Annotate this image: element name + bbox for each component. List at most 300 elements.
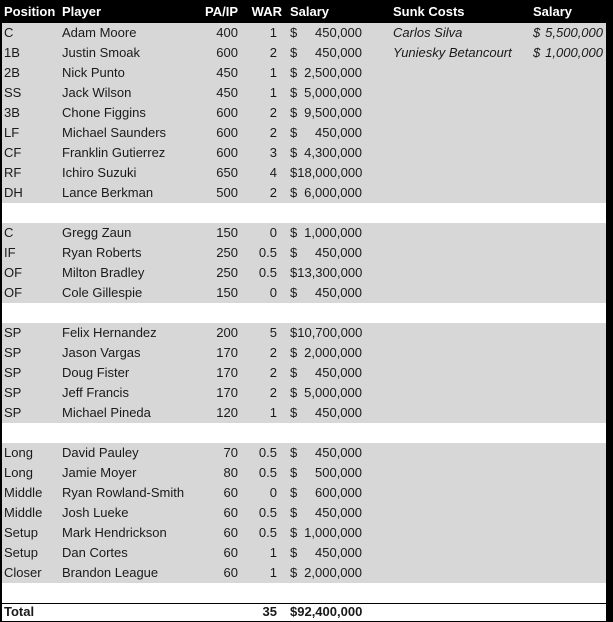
war-cell[interactable]: 5 bbox=[269, 325, 277, 340]
salary-cell[interactable] bbox=[282, 383, 368, 403]
salary-amount: 5,000,000 bbox=[304, 85, 362, 100]
pa-ip-cell[interactable]: 650 bbox=[216, 165, 238, 180]
salary-cell[interactable] bbox=[282, 483, 368, 503]
dollar-sign: $ bbox=[290, 225, 298, 240]
pa-ip-cell[interactable]: 120 bbox=[216, 405, 238, 420]
salary-amount: 450,000 bbox=[315, 285, 362, 300]
war-cell[interactable]: 0 bbox=[269, 225, 277, 240]
player-cell[interactable]: Michael Pineda bbox=[62, 405, 151, 420]
empty-cell bbox=[368, 243, 390, 263]
dollar-sign: $ bbox=[290, 405, 298, 420]
pa-ip-cell[interactable]: 600 bbox=[216, 125, 238, 140]
war-cell[interactable]: 0.5 bbox=[258, 445, 277, 460]
pa-ip-cell[interactable]: 450 bbox=[216, 65, 238, 80]
empty-cell bbox=[368, 383, 390, 403]
position-cell[interactable]: 3B bbox=[4, 105, 20, 120]
header-pa-ip[interactable]: PA/IP bbox=[205, 4, 238, 19]
war-cell[interactable]: 0.5 bbox=[258, 505, 277, 520]
player-row bbox=[2, 543, 606, 563]
player-cell[interactable]: Mark Hendrickson bbox=[62, 525, 167, 540]
dollar-sign: $ bbox=[290, 145, 298, 160]
salary-cell[interactable] bbox=[282, 43, 368, 63]
player-row bbox=[2, 243, 606, 263]
salary-cell[interactable] bbox=[282, 183, 368, 203]
player-cell[interactable]: Ryan Rowland-Smith bbox=[62, 485, 185, 500]
sunk-player-cell[interactable] bbox=[390, 283, 530, 303]
pa-ip-cell[interactable]: 70 bbox=[223, 445, 238, 460]
sunk-player-cell[interactable] bbox=[390, 83, 530, 103]
position-cell[interactable]: SP bbox=[4, 325, 22, 340]
salary-cell[interactable] bbox=[282, 263, 368, 283]
position-cell[interactable]: DH bbox=[4, 185, 23, 200]
position-cell[interactable]: SP bbox=[4, 365, 22, 380]
sunk-salary-cell[interactable] bbox=[530, 503, 606, 523]
pa-ip-cell[interactable]: 500 bbox=[216, 185, 238, 200]
sunk-salary-cell[interactable] bbox=[530, 563, 606, 583]
player-row bbox=[2, 283, 606, 303]
player-row bbox=[2, 223, 606, 243]
empty-cell bbox=[368, 283, 390, 303]
war-cell[interactable]: 2 bbox=[269, 105, 277, 120]
player-row bbox=[2, 23, 606, 43]
pa-ip-cell[interactable]: 600 bbox=[216, 145, 238, 160]
separator-row bbox=[2, 303, 606, 323]
dollar-sign: $ bbox=[290, 165, 298, 180]
salary-amount: 18,000,000 bbox=[297, 165, 363, 180]
war-cell[interactable]: 2 bbox=[269, 385, 277, 400]
player-row bbox=[2, 503, 606, 523]
war-cell[interactable]: 2 bbox=[269, 365, 277, 380]
sunk-player-cell[interactable] bbox=[390, 163, 530, 183]
war-cell[interactable]: 0 bbox=[269, 285, 277, 300]
salary-cell[interactable] bbox=[282, 463, 368, 483]
sunk-player-cell[interactable] bbox=[390, 523, 530, 543]
empty-cell bbox=[368, 83, 390, 103]
player-row bbox=[2, 523, 606, 543]
dollar-sign: $ bbox=[533, 45, 541, 60]
war-cell[interactable]: 2 bbox=[269, 345, 277, 360]
player-row bbox=[2, 323, 606, 343]
position-cell[interactable]: LF bbox=[4, 125, 20, 140]
pa-ip-cell[interactable]: 170 bbox=[216, 365, 238, 380]
player-cell[interactable]: Michael Saunders bbox=[62, 125, 167, 140]
empty-cell bbox=[368, 343, 390, 363]
war-cell[interactable]: 1 bbox=[269, 65, 277, 80]
pa-ip-cell[interactable]: 450 bbox=[216, 85, 238, 100]
pa-ip-cell[interactable]: 170 bbox=[216, 385, 238, 400]
pa-ip-cell[interactable]: 600 bbox=[216, 45, 238, 60]
salary-cell[interactable] bbox=[282, 223, 368, 243]
sunk-salary-cell[interactable] bbox=[530, 403, 606, 423]
dollar-sign: $ bbox=[290, 85, 298, 100]
player-cell[interactable]: Chone Figgins bbox=[62, 105, 146, 120]
empty-cell bbox=[368, 43, 390, 63]
dollar-sign: $ bbox=[290, 565, 298, 580]
salary-amount: 450,000 bbox=[315, 365, 362, 380]
empty-cell bbox=[368, 403, 390, 423]
player-row bbox=[2, 403, 606, 423]
header-sunk-costs[interactable]: Sunk Costs bbox=[393, 4, 465, 19]
salary-cell[interactable] bbox=[282, 363, 368, 383]
player-cell[interactable]: Felix Hernandez bbox=[62, 325, 157, 340]
sunk-salary-cell[interactable] bbox=[530, 343, 606, 363]
player-row bbox=[2, 103, 606, 123]
dollar-sign: $ bbox=[290, 265, 298, 280]
war-cell[interactable]: 1 bbox=[269, 405, 277, 420]
player-cell[interactable]: Adam Moore bbox=[62, 25, 137, 40]
salary-cell[interactable] bbox=[282, 163, 368, 183]
separator-row bbox=[2, 583, 606, 603]
position-cell[interactable]: CF bbox=[4, 145, 22, 160]
empty-cell bbox=[198, 604, 242, 621]
salary-cell[interactable] bbox=[282, 503, 368, 523]
sunk-salary-cell[interactable] bbox=[530, 103, 606, 123]
sunk-salary-cell[interactable] bbox=[530, 23, 606, 43]
salary-amount: 5,000,000 bbox=[304, 385, 362, 400]
player-row bbox=[2, 363, 606, 383]
empty-cell bbox=[368, 503, 390, 523]
position-cell[interactable]: OF bbox=[4, 265, 23, 280]
salary-cell[interactable] bbox=[282, 343, 368, 363]
salary-amount: 500,000 bbox=[315, 465, 362, 480]
sunk-salary-cell[interactable] bbox=[530, 523, 606, 543]
sunk-player-cell[interactable] bbox=[390, 563, 530, 583]
player-row bbox=[2, 463, 606, 483]
sunk-player-cell[interactable] bbox=[390, 343, 530, 363]
salary-amount: 450,000 bbox=[315, 445, 362, 460]
sunk-salary-amount: 5,500,000 bbox=[545, 25, 603, 40]
header-player[interactable]: Player bbox=[62, 4, 102, 19]
sunk-player-cell[interactable]: Carlos Silva bbox=[393, 25, 463, 40]
pa-ip-cell[interactable]: 170 bbox=[216, 345, 238, 360]
empty-cell bbox=[368, 604, 390, 621]
empty-cell bbox=[368, 263, 390, 283]
dollar-sign: $ bbox=[290, 365, 298, 380]
sunk-salary-amount: 1,000,000 bbox=[545, 45, 603, 60]
position-cell[interactable]: 2B bbox=[4, 65, 20, 80]
sunk-player-cell[interactable] bbox=[390, 183, 530, 203]
sunk-salary-cell[interactable] bbox=[530, 223, 606, 243]
player-row bbox=[2, 443, 606, 463]
salary-cell[interactable] bbox=[282, 23, 368, 43]
empty-cell bbox=[368, 443, 390, 463]
war-cell[interactable]: 4 bbox=[269, 165, 277, 180]
salary-cell[interactable] bbox=[282, 83, 368, 103]
salary-amount: 600,000 bbox=[315, 485, 362, 500]
player-cell[interactable]: Gregg Zaun bbox=[62, 225, 132, 240]
position-cell[interactable]: Middle bbox=[4, 485, 43, 500]
sunk-player-cell[interactable] bbox=[390, 503, 530, 523]
empty-cell bbox=[60, 604, 198, 621]
dollar-sign: $ bbox=[290, 445, 298, 460]
war-cell[interactable]: 2 bbox=[269, 185, 277, 200]
pa-ip-cell[interactable]: 150 bbox=[216, 225, 238, 240]
player-cell[interactable]: Lance Berkman bbox=[62, 185, 154, 200]
empty-cell bbox=[368, 563, 390, 583]
header-empty-cell bbox=[368, 0, 390, 23]
pa-ip-cell[interactable]: 60 bbox=[223, 545, 238, 560]
sunk-salary-cell[interactable] bbox=[530, 463, 606, 483]
sunk-salary-cell[interactable] bbox=[530, 163, 606, 183]
sunk-player-cell[interactable] bbox=[390, 403, 530, 423]
salary-amount: 450,000 bbox=[315, 245, 362, 260]
position-cell[interactable]: Setup bbox=[4, 525, 38, 540]
sunk-player-cell[interactable] bbox=[390, 463, 530, 483]
player-cell[interactable]: Jason Vargas bbox=[62, 345, 141, 360]
player-cell[interactable]: Josh Lueke bbox=[62, 505, 129, 520]
dollar-sign: $ bbox=[290, 325, 298, 340]
player-row bbox=[2, 163, 606, 183]
empty-cell bbox=[368, 183, 390, 203]
empty-cell bbox=[368, 103, 390, 123]
position-cell[interactable]: Middle bbox=[4, 505, 43, 520]
salary-amount: 2,000,000 bbox=[304, 565, 362, 580]
player-cell[interactable]: Jamie Moyer bbox=[62, 465, 137, 480]
empty-cell bbox=[368, 523, 390, 543]
dollar-sign: $ bbox=[290, 505, 298, 520]
empty-cell bbox=[368, 123, 390, 143]
dollar-sign: $ bbox=[290, 245, 298, 260]
dollar-sign: $ bbox=[290, 185, 298, 200]
position-cell[interactable]: Setup bbox=[4, 545, 38, 560]
player-cell[interactable]: Justin Smoak bbox=[62, 45, 141, 60]
salary-amount: 9,500,000 bbox=[304, 105, 362, 120]
dollar-sign: $ bbox=[290, 604, 298, 619]
player-row bbox=[2, 483, 606, 503]
player-row bbox=[2, 143, 606, 163]
sunk-salary-cell[interactable] bbox=[530, 543, 606, 563]
player-cell[interactable]: Jeff Francis bbox=[62, 385, 129, 400]
position-cell[interactable]: OF bbox=[4, 285, 23, 300]
salary-cell[interactable] bbox=[282, 323, 368, 343]
war-cell[interactable]: 0.5 bbox=[258, 245, 277, 260]
dollar-sign: $ bbox=[533, 25, 541, 40]
header-war[interactable]: WAR bbox=[251, 4, 282, 19]
player-row bbox=[2, 383, 606, 403]
pa-ip-cell[interactable]: 80 bbox=[223, 465, 238, 480]
sunk-player-cell[interactable] bbox=[390, 243, 530, 263]
player-row bbox=[2, 63, 606, 83]
war-cell[interactable]: 1 bbox=[269, 565, 277, 580]
sunk-salary-cell[interactable] bbox=[530, 383, 606, 403]
salary-cell[interactable] bbox=[282, 63, 368, 83]
sunk-player-cell[interactable] bbox=[390, 63, 530, 83]
salary-amount: 450,000 bbox=[315, 45, 362, 60]
player-cell[interactable]: David Pauley bbox=[62, 445, 139, 460]
pa-ip-cell[interactable]: 250 bbox=[216, 265, 238, 280]
salary-cell[interactable] bbox=[282, 403, 368, 423]
pa-ip-cell[interactable]: 200 bbox=[216, 325, 238, 340]
sunk-player-cell[interactable] bbox=[390, 263, 530, 283]
sunk-salary-cell[interactable] bbox=[530, 483, 606, 503]
salary-amount: 450,000 bbox=[315, 125, 362, 140]
war-cell[interactable]: 0.5 bbox=[258, 465, 277, 480]
player-row bbox=[2, 343, 606, 363]
empty-cell bbox=[368, 223, 390, 243]
position-cell[interactable]: SP bbox=[4, 345, 22, 360]
total-salary-amount: 92,400,000 bbox=[297, 604, 363, 619]
empty-cell bbox=[368, 23, 390, 43]
war-cell[interactable]: 0.5 bbox=[258, 525, 277, 540]
position-cell[interactable]: C bbox=[4, 225, 14, 240]
salary-amount: 450,000 bbox=[315, 505, 362, 520]
position-cell[interactable]: SP bbox=[4, 405, 22, 420]
player-row bbox=[2, 263, 606, 283]
pa-ip-cell[interactable]: 400 bbox=[216, 25, 238, 40]
sheet-body bbox=[2, 23, 606, 603]
empty-cell bbox=[368, 63, 390, 83]
sunk-player-cell[interactable] bbox=[390, 103, 530, 123]
war-cell[interactable]: 0 bbox=[269, 485, 277, 500]
position-cell[interactable]: IF bbox=[4, 245, 16, 260]
pa-ip-cell[interactable]: 60 bbox=[223, 565, 238, 580]
position-cell[interactable]: C bbox=[4, 25, 14, 40]
salary-amount: 10,700,000 bbox=[297, 325, 363, 340]
pa-ip-cell[interactable]: 60 bbox=[223, 485, 238, 500]
war-cell[interactable]: 3 bbox=[269, 145, 277, 160]
total-war-cell[interactable]: 35 bbox=[262, 604, 277, 619]
empty-cell bbox=[368, 483, 390, 503]
header-row bbox=[2, 0, 606, 23]
salary-amount: 13,300,000 bbox=[297, 265, 363, 280]
player-row bbox=[2, 123, 606, 143]
sunk-salary-cell[interactable] bbox=[530, 283, 606, 303]
pa-ip-cell[interactable]: 60 bbox=[223, 505, 238, 520]
total-label-cell[interactable]: Total bbox=[4, 604, 35, 619]
sunk-salary-cell[interactable] bbox=[530, 43, 606, 63]
position-cell[interactable]: 1B bbox=[4, 45, 20, 60]
sunk-salary-cell[interactable] bbox=[530, 323, 606, 343]
sunk-player-cell[interactable] bbox=[390, 383, 530, 403]
position-cell[interactable]: SS bbox=[4, 85, 22, 100]
empty-cell bbox=[390, 604, 530, 621]
player-cell[interactable]: Franklin Gutierrez bbox=[62, 145, 166, 160]
salary-amount: 450,000 bbox=[315, 405, 362, 420]
player-cell[interactable]: Doug Fister bbox=[62, 365, 130, 380]
salary-cell[interactable] bbox=[282, 443, 368, 463]
dollar-sign: $ bbox=[290, 545, 298, 560]
war-cell[interactable]: 2 bbox=[269, 125, 277, 140]
pa-ip-cell[interactable]: 600 bbox=[216, 105, 238, 120]
empty-cell bbox=[368, 143, 390, 163]
sunk-player-cell[interactable]: Yuniesky Betancourt bbox=[393, 45, 512, 60]
salary-cell[interactable] bbox=[282, 243, 368, 263]
sunk-salary-cell[interactable] bbox=[530, 83, 606, 103]
dollar-sign: $ bbox=[290, 285, 298, 300]
salary-cell[interactable] bbox=[282, 283, 368, 303]
position-cell[interactable]: Long bbox=[4, 465, 33, 480]
player-cell[interactable]: Brandon League bbox=[62, 565, 159, 580]
dollar-sign: $ bbox=[290, 345, 298, 360]
sunk-player-cell[interactable] bbox=[390, 143, 530, 163]
sunk-salary-cell[interactable] bbox=[530, 443, 606, 463]
war-cell[interactable]: 1 bbox=[269, 545, 277, 560]
player-cell[interactable]: Nick Punto bbox=[62, 65, 125, 80]
salary-amount: 2,000,000 bbox=[304, 345, 362, 360]
pa-ip-cell[interactable]: 250 bbox=[216, 245, 238, 260]
sunk-salary-cell[interactable] bbox=[530, 243, 606, 263]
sunk-salary-cell[interactable] bbox=[530, 183, 606, 203]
player-cell[interactable]: Dan Cortes bbox=[62, 545, 128, 560]
sunk-salary-cell[interactable] bbox=[530, 363, 606, 383]
sunk-player-cell[interactable] bbox=[390, 483, 530, 503]
salary-amount: 450,000 bbox=[315, 545, 362, 560]
sunk-salary-cell[interactable] bbox=[530, 63, 606, 83]
dollar-sign: $ bbox=[290, 525, 298, 540]
header-position[interactable]: Position bbox=[4, 4, 56, 19]
pa-ip-cell[interactable]: 150 bbox=[216, 285, 238, 300]
salary-cell[interactable] bbox=[282, 563, 368, 583]
player-row bbox=[2, 43, 606, 63]
salary-cell[interactable] bbox=[282, 143, 368, 163]
sunk-salary-cell[interactable] bbox=[530, 123, 606, 143]
player-cell[interactable]: Jack Wilson bbox=[62, 85, 132, 100]
player-cell[interactable]: Cole Gillespie bbox=[62, 285, 143, 300]
salary-cell[interactable] bbox=[282, 103, 368, 123]
salary-cell[interactable] bbox=[282, 543, 368, 563]
header-sunk-salary[interactable]: Salary bbox=[533, 4, 573, 19]
salary-amount: 450,000 bbox=[315, 25, 362, 40]
sunk-salary-cell[interactable] bbox=[530, 263, 606, 283]
sunk-player-cell[interactable] bbox=[390, 323, 530, 343]
dollar-sign: $ bbox=[290, 465, 298, 480]
war-cell[interactable]: 1 bbox=[269, 25, 277, 40]
dollar-sign: $ bbox=[290, 125, 298, 140]
sunk-player-cell[interactable] bbox=[390, 363, 530, 383]
position-cell[interactable]: SP bbox=[4, 385, 22, 400]
war-cell[interactable]: 2 bbox=[269, 45, 277, 60]
dollar-sign: $ bbox=[290, 485, 298, 500]
roster-spreadsheet bbox=[2, 0, 606, 621]
separator-row bbox=[2, 423, 606, 443]
separator-row bbox=[2, 203, 606, 223]
salary-amount: 2,500,000 bbox=[304, 65, 362, 80]
salary-amount: 4,300,000 bbox=[304, 145, 362, 160]
player-cell[interactable]: Ryan Roberts bbox=[62, 245, 142, 260]
war-cell[interactable]: 0.5 bbox=[258, 265, 277, 280]
salary-cell[interactable] bbox=[282, 523, 368, 543]
salary-amount: 1,000,000 bbox=[304, 225, 362, 240]
empty-cell bbox=[530, 604, 606, 621]
player-row bbox=[2, 563, 606, 583]
war-cell[interactable]: 1 bbox=[269, 85, 277, 100]
salary-amount: 1,000,000 bbox=[304, 525, 362, 540]
position-cell[interactable]: RF bbox=[4, 165, 22, 180]
player-cell[interactable]: Milton Bradley bbox=[62, 265, 145, 280]
total-salary-cell[interactable] bbox=[282, 604, 368, 621]
player-cell[interactable]: Ichiro Suzuki bbox=[62, 165, 137, 180]
empty-cell bbox=[368, 363, 390, 383]
dollar-sign: $ bbox=[290, 25, 298, 40]
header-salary[interactable]: Salary bbox=[290, 4, 330, 19]
sunk-player-cell[interactable] bbox=[390, 443, 530, 463]
position-cell[interactable]: Closer bbox=[4, 565, 42, 580]
empty-cell bbox=[368, 323, 390, 343]
player-row bbox=[2, 183, 606, 203]
sunk-salary-cell[interactable] bbox=[530, 143, 606, 163]
sunk-player-cell[interactable] bbox=[390, 123, 530, 143]
position-cell[interactable]: Long bbox=[4, 445, 33, 460]
salary-cell[interactable] bbox=[282, 123, 368, 143]
player-row bbox=[2, 83, 606, 103]
dollar-sign: $ bbox=[290, 65, 298, 80]
empty-cell bbox=[368, 463, 390, 483]
salary-amount: 6,000,000 bbox=[304, 185, 362, 200]
dollar-sign: $ bbox=[290, 385, 298, 400]
pa-ip-cell[interactable]: 60 bbox=[223, 525, 238, 540]
sunk-player-cell[interactable] bbox=[390, 223, 530, 243]
sunk-player-cell[interactable] bbox=[390, 543, 530, 563]
